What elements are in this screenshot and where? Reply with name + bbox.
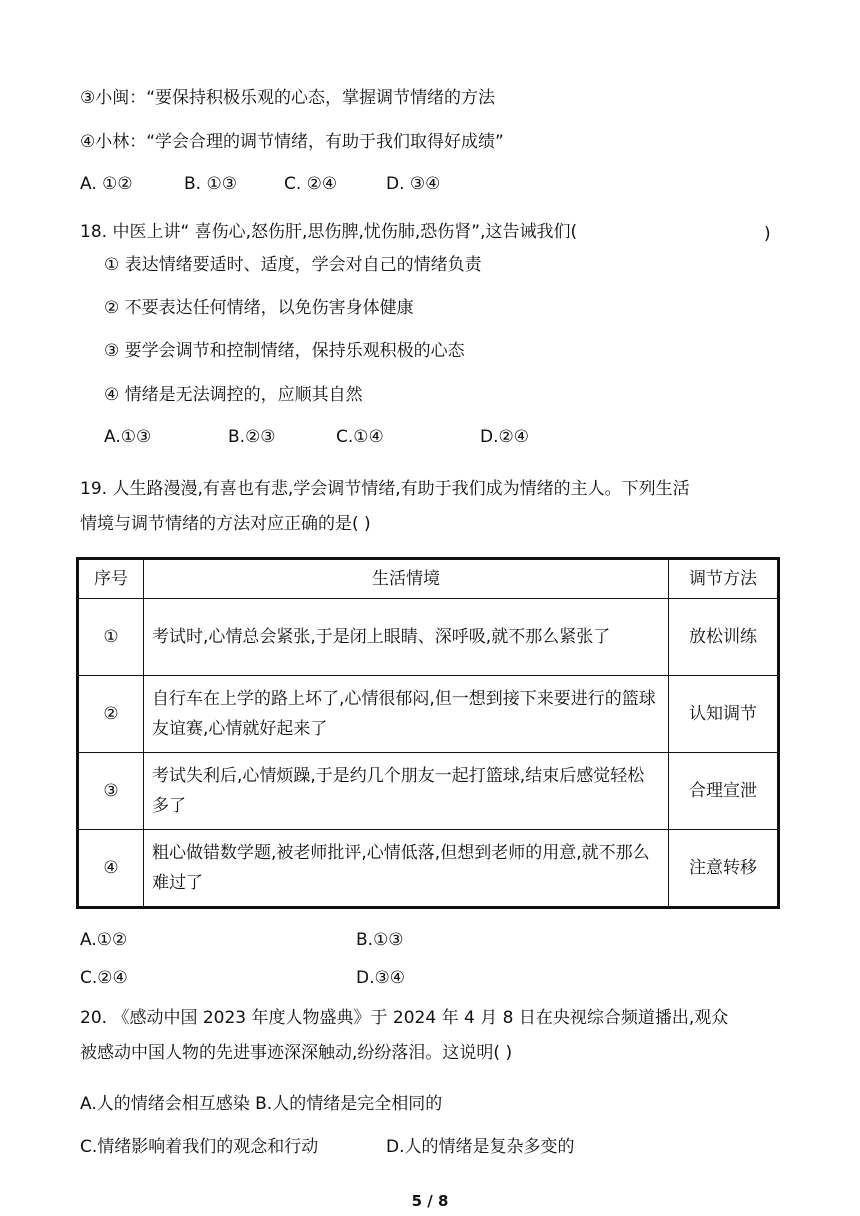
q19-option-d: D.③④	[356, 968, 405, 988]
q20-option-d: D.人的情绪是复杂多变的	[386, 1137, 575, 1157]
q18-option-b: B.②③	[228, 427, 276, 447]
row-method: 放松训练	[669, 599, 779, 676]
q18-option-a: A.①③	[104, 427, 152, 447]
q20-stem-line2: 被感动中国人物的先进事迹深深触动,纷纷落泪。这说明( )	[80, 1043, 513, 1063]
table-row	[78, 830, 779, 908]
row-number: ④	[78, 830, 144, 908]
header-number: 序号	[78, 559, 144, 599]
q18-item-1: ① 表达情绪要适时、适度，学会对自己的情绪负责	[104, 255, 482, 275]
q18-stem: 18. 中医上讲“ 喜伤心,怒伤肝,思伤脾,忧伤肺,恐伤肾”,这告诫我们(	[80, 222, 578, 242]
q17-statement-4: ④小林：“学会合理的调节情绪，有助于我们取得好成绩”	[80, 132, 504, 152]
q18-item-4: ④ 情绪是无法调控的，应顺其自然	[104, 385, 363, 405]
q19-option-b: B.①③	[356, 930, 404, 950]
row-number: ②	[78, 676, 144, 753]
q17-option-a: A. ①②	[80, 174, 133, 194]
table-row	[78, 599, 779, 676]
q18-bracket: )	[764, 224, 771, 244]
q18-item-2: ② 不要表达任何情绪，以免伤害身体健康	[104, 298, 414, 318]
q17-option-c: C. ②④	[284, 174, 338, 194]
q19-options-row1	[80, 928, 780, 952]
q17-option-d: D. ③④	[386, 174, 441, 194]
q17-options	[80, 172, 780, 196]
q19-options-row2	[80, 966, 780, 990]
q20-stem-line1: 20. 《感动中国 2023 年度人物盛典》于 2024 年 4 月 8 日在央视综合频道播出,观众	[80, 1008, 729, 1028]
q20-options-cd	[80, 1135, 780, 1159]
header-method: 调节方法	[669, 559, 779, 599]
q18-option-d: D.②④	[480, 427, 529, 447]
q18-options	[104, 425, 780, 449]
row-method: 认知调节	[669, 676, 779, 753]
table-row	[78, 676, 779, 753]
q18-option-c: C.①④	[336, 427, 384, 447]
row-situation: 考试失利后,心情烦躁,于是约几个朋友一起打篮球,结束后感觉轻松多了	[144, 753, 669, 830]
row-situation: 自行车在上学的路上坏了,心情很郁闷,但一想到接下来要进行的篮球友谊赛,心情就好起来了	[144, 676, 669, 753]
header-situation: 生活情境	[144, 559, 669, 599]
row-number: ①	[78, 599, 144, 676]
row-method: 注意转移	[669, 830, 779, 908]
q19-stem-line1: 19. 人生路漫漫,有喜也有悲,学会调节情绪,有助于我们成为情绪的主人。下列生活	[80, 479, 690, 499]
q17-option-b: B. ①③	[184, 174, 237, 194]
q20-option-c: C.情绪影响着我们的观念和行动	[80, 1137, 319, 1157]
q19-option-c: C.②④	[80, 968, 128, 988]
row-situation: 考试时,心情总会紧张,于是闭上眼睛、深呼吸,就不那么紧张了	[144, 599, 669, 676]
q20-options-ab: A.人的情绪会相互感染 B.人的情绪是完全相同的	[80, 1094, 443, 1114]
table-header-row	[78, 559, 779, 599]
q17-statement-3: ③小闽：“要保持积极乐观的心态，掌握调节情绪的方法	[80, 88, 496, 108]
row-number: ③	[78, 753, 144, 830]
table-row	[78, 753, 779, 830]
q18-item-3: ③ 要学会调节和控制情绪，保持乐观积极的心态	[104, 341, 465, 361]
row-method: 合理宣泄	[669, 753, 779, 830]
situation-table	[76, 557, 780, 909]
q19-option-a: A.①②	[80, 930, 128, 950]
q19-stem-line2: 情境与调节情绪的方法对应正确的是( )	[80, 514, 371, 534]
page-number: 5 / 8	[411, 1192, 449, 1210]
row-situation: 粗心做错数学题,被老师批评,心情低落,但想到老师的用意,就不那么难过了	[144, 830, 669, 908]
